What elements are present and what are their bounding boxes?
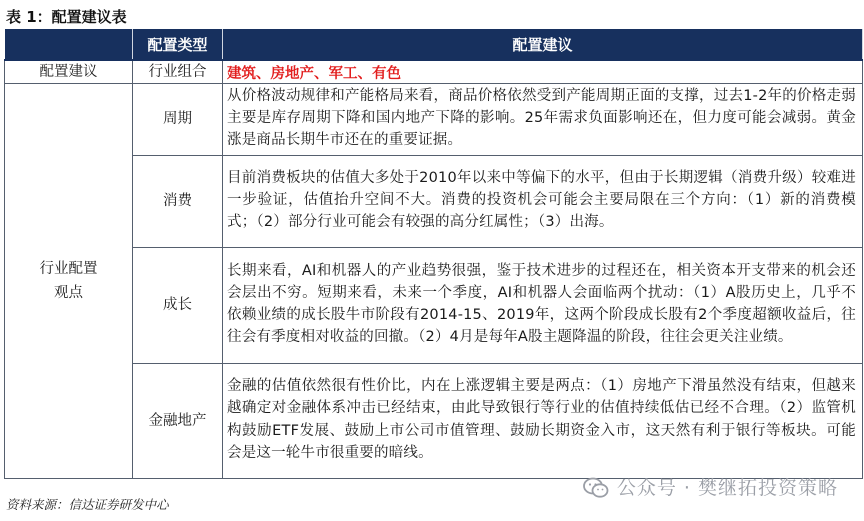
row-type-growth: 成长 — [133, 247, 223, 363]
row-type-consumption: 消费 — [133, 155, 223, 247]
table-row-growth — [5, 247, 863, 363]
row-label-config-advice: 配置建议 — [5, 60, 133, 84]
row-type-cycle: 周期 — [133, 84, 223, 156]
wechat-icon — [583, 477, 609, 499]
row-label-industry-view — [5, 84, 133, 479]
table-row-consumption — [5, 155, 863, 247]
row-text-cycle: 从价格波动规律和产能格局来看，商品价格依然受到产能周期正面的支撑，过去1-2年的价格走弱主要是库存周期下降和国内地产下降的影响。25年需求负面影响还在，但力度可能会减弱。黄金涨是商品长期牛市还在的重要证据。 — [223, 84, 863, 156]
config-table-container — [4, 29, 862, 479]
table-caption: 表 1：配置建议表 — [6, 8, 127, 26]
row-type-industry-combo: 行业组合 — [133, 60, 223, 84]
header-config-type: 配置类型 — [133, 29, 223, 60]
watermark-text: 公众号 · 樊继拓投资策略 — [616, 477, 838, 499]
row-text-finance-realestate: 金融的估值依然很有性价比，内在上涨逻辑主要是两点：（1）房地产下滑虽然没有结束，但越来越确定对金融体系冲击已经结束，由此导致银行等行业的估值持续低估已经不合理。（2）监管机构鼓励ETF发展、鼓励上市公司市值管理、鼓励长期资金入市，这天然有利于银行等板块。可能会是这一轮牛市很重要的暗线。 — [223, 363, 863, 478]
wechat-watermark — [583, 474, 838, 502]
industry-view-label-text: 行业配置观点 — [39, 260, 98, 301]
table-row-cycle — [5, 84, 863, 156]
industry-combo-value: 建筑、房地产、军工、有色 — [223, 60, 863, 84]
config-table — [4, 29, 863, 479]
industry-combo-row — [5, 60, 863, 84]
table-row-finance-realestate — [5, 363, 863, 478]
header-blank-cell — [5, 29, 133, 60]
header-config-advice: 配置建议 — [223, 29, 863, 60]
row-type-finance-realestate: 金融地产 — [133, 363, 223, 478]
row-text-consumption: 目前消费板块的估值大多处于2010年以来中等偏下的水平，但由于长期逻辑（消费升级）较难进一步验证，估值抬升空间不大。消费的投资机会可能会主要局限在三个方向：（1）新的消费模式；（2）部分行业可能会有较强的高分红属性；（3）出海。 — [223, 155, 863, 247]
row-text-growth: 长期来看，AI和机器人的产业趋势很强，鉴于技术进步的过程还在，相关资本开支带来的机会还会层出不穷。短期来看，未来一个季度，AI和机器人会面临两个扰动：（1）A股历史上，几乎不依赖业绩的成长股牛市阶段有2014-15、2019年，这两个阶段成长股有2个季度超额收益后，往往会有季度相对收益的回撤。（2）4月是每年A股主题降温的阶段，往往会更关注业绩。 — [223, 247, 863, 363]
source-note: 资料来源：信达证券研发中心 — [6, 497, 169, 512]
table-header-row — [5, 29, 863, 60]
